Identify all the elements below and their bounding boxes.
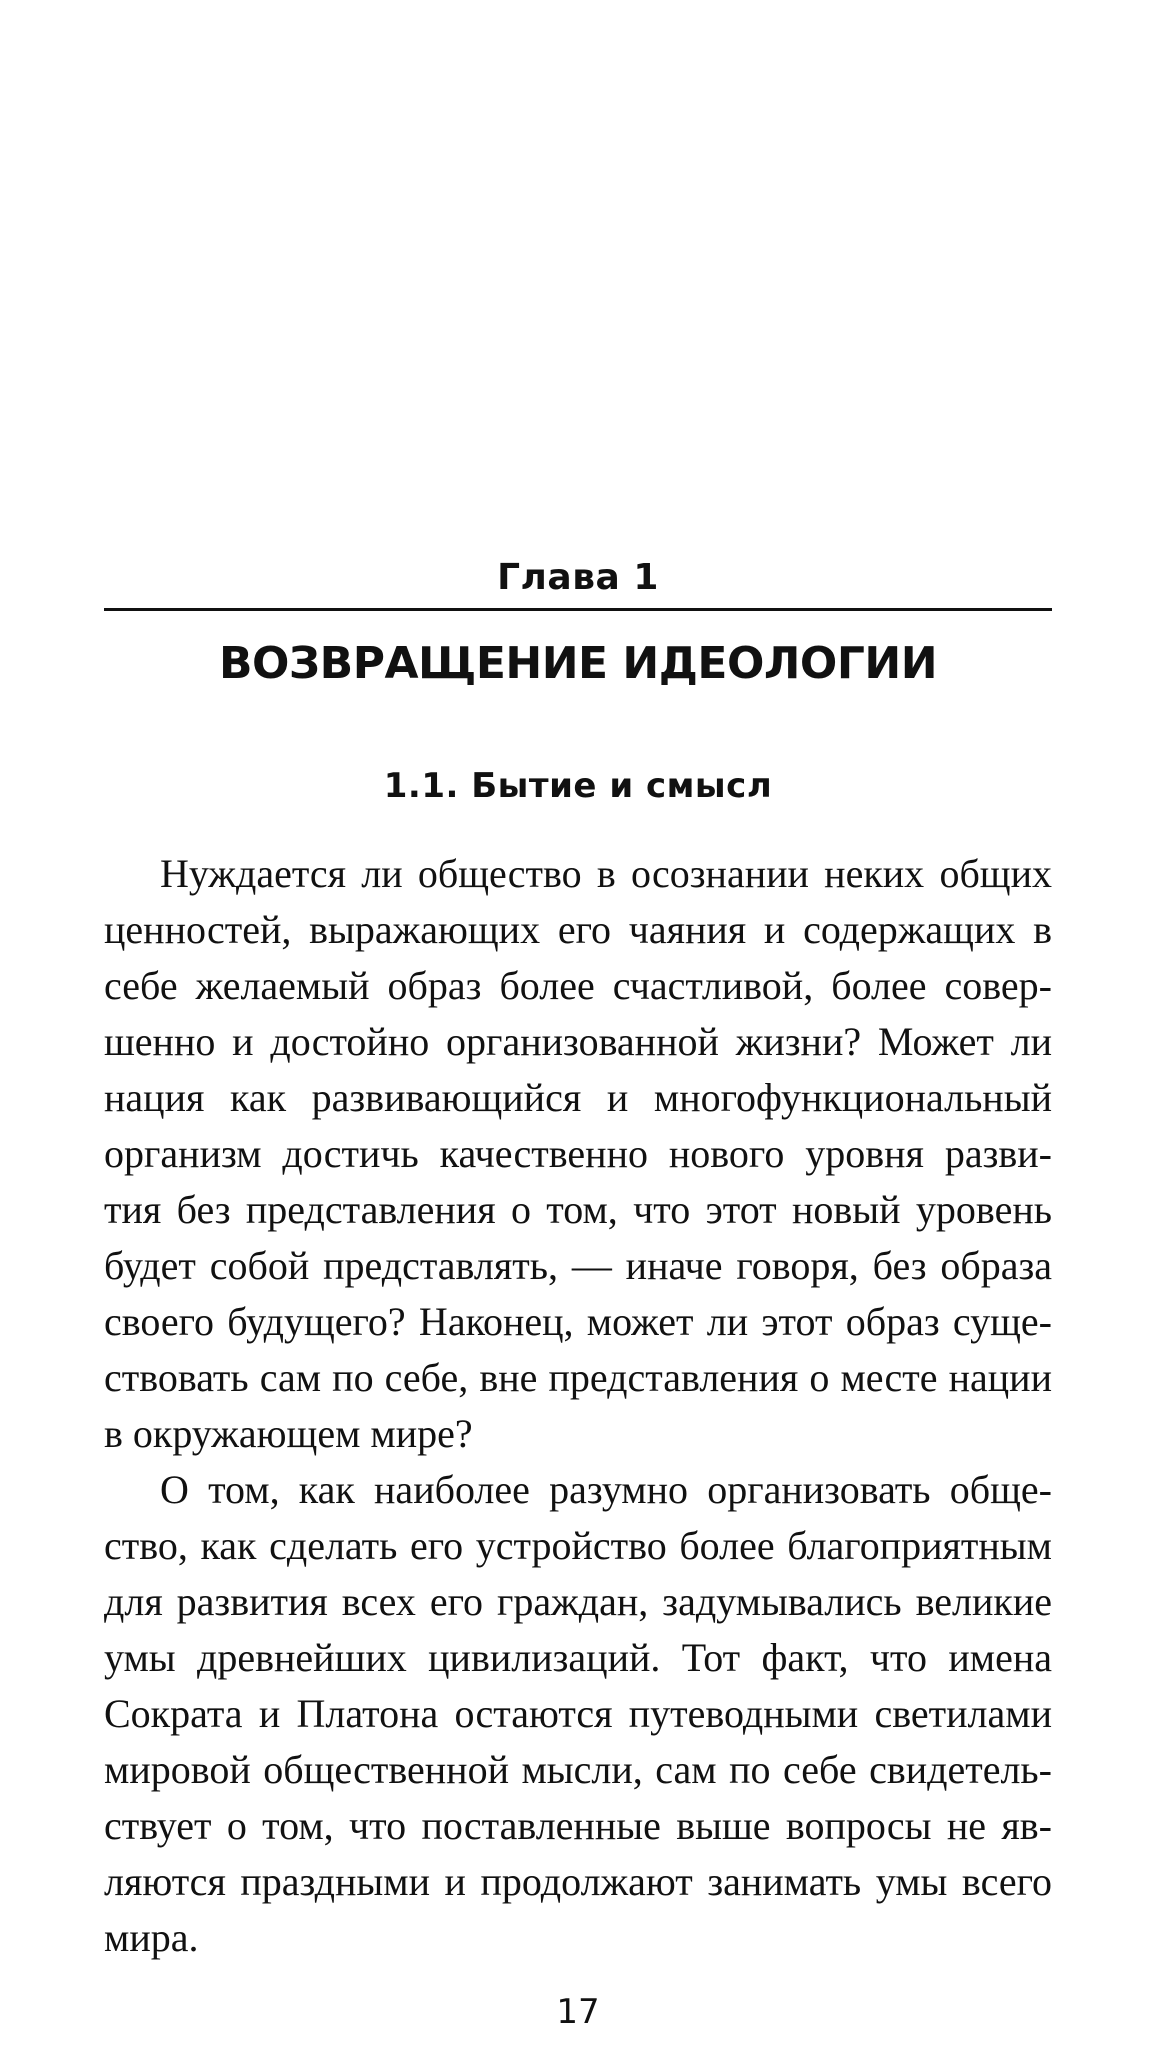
body-text — [104, 846, 1052, 1966]
paragraph-1-line: ценностей, выражающих его чаяния и содержащих в — [104, 907, 1052, 952]
paragraph-1-line: своего будущего? Наконец, может ли этот образ суще- — [104, 1299, 1052, 1344]
paragraph-2-line: умы древнейших цивилизаций. Тот факт, что имена — [104, 1635, 1052, 1680]
chapter-title: ВОЗВРАЩЕНИЕ ИДЕОЛОГИИ — [218, 638, 938, 689]
paragraph-2-line: мира. — [104, 1915, 199, 1960]
paragraph-1-line: себе желаемый образ более счастливой, более совер- — [104, 963, 1052, 1008]
paragraph-2-line: для развития всех его граждан, задумывались великие — [104, 1579, 1052, 1624]
paragraph-1-line: нация как развивающийся и многофункциональный — [104, 1075, 1052, 1120]
paragraph-2-line: ляются праздными и продолжают занимать умы всего — [104, 1859, 1052, 1904]
chapter-divider — [104, 608, 1052, 611]
paragraph-1-line: тия без представления о том, что этот новый уровень — [104, 1187, 1052, 1232]
paragraph-1-line: будет собой представлять, — иначе говоря, без образа — [104, 1243, 1052, 1288]
paragraph-1-line: Нуждается ли общество в осознании неких общих — [160, 851, 1052, 896]
chapter-label: Глава 1 — [497, 557, 659, 598]
paragraph-2-line: ство, как сделать его устройство более благоприятным — [104, 1523, 1052, 1568]
page-number: 17 — [556, 1992, 600, 2032]
paragraph-1-line: в окружающем мире? — [104, 1411, 473, 1456]
paragraph-2-line: ствует о том, что поставленные выше вопросы не яв- — [104, 1803, 1052, 1848]
paragraph-1-line: организм достичь качественно нового уровня разви- — [104, 1131, 1052, 1176]
paragraph-1-line: ствовать сам по себе, вне представления о месте нации — [104, 1355, 1052, 1400]
paragraph-2-line: Сократа и Платона остаются путеводными светилами — [104, 1691, 1052, 1736]
paragraph-2-line: О том, как наиболее разумно организовать обще- — [160, 1467, 1052, 1512]
paragraph-2-line: мировой общественной мысли, сам по себе свидетель- — [104, 1747, 1052, 1792]
paragraph-1-line: шенно и достойно организованной жизни? Может ли — [104, 1019, 1052, 1064]
section-title: 1.1. Бытие и смысл — [383, 766, 773, 806]
